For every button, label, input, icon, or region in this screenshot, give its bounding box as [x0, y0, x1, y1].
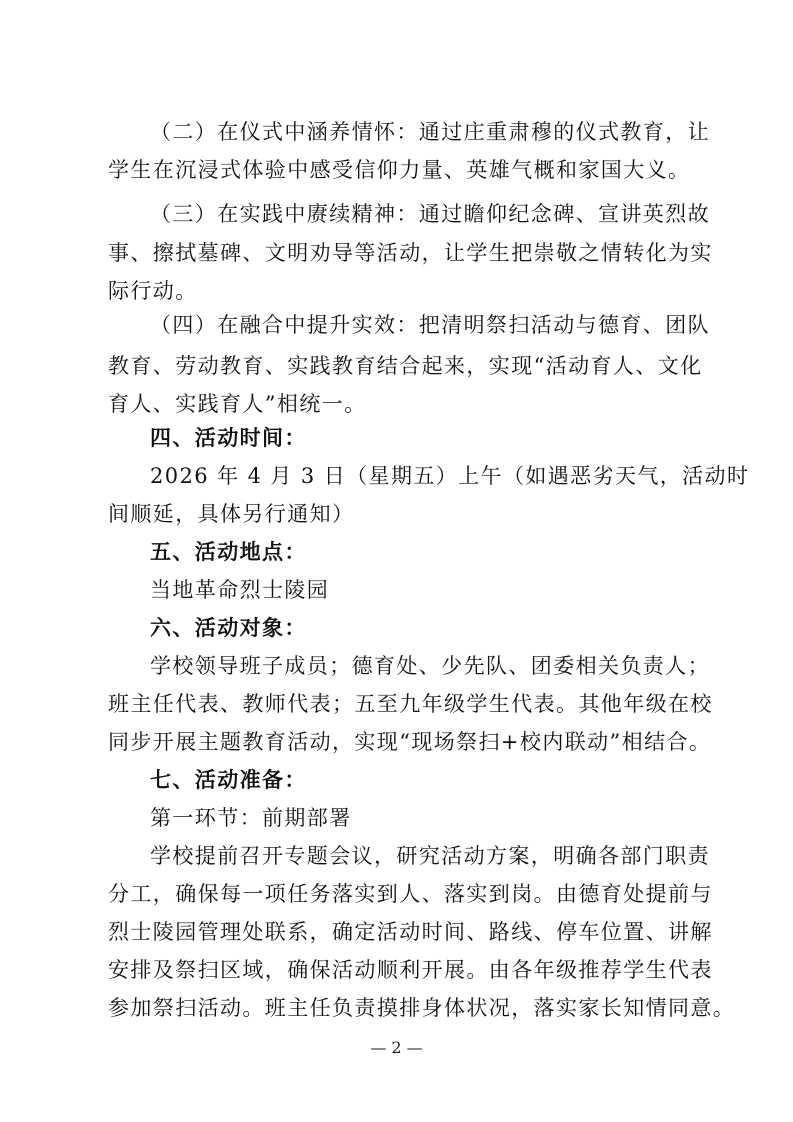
section-6-line-3: 同步开展主题教育活动，实现“现场祭扫+校内联动”相结合。 — [108, 730, 712, 754]
section-7-line-3: 烈士陵园管理处联系，确定活动时间、路线、停车位置、讲解 — [108, 920, 713, 944]
section-7-subheading: 第一环节：前期部署 — [150, 806, 352, 830]
section-7-line-4: 安排及祭扫区域，确保活动顺利开展。由各年级推荐学生代表 — [108, 958, 713, 982]
para-4-line-1: （四）在融合中提升实效：把清明祭扫活动与德育、团队 — [150, 313, 710, 337]
para-2-line-2: 学生在沉浸式体验中感受信仰力量、英雄气概和家国大义。 — [108, 158, 691, 182]
section-5-heading: 五、活动地点： — [150, 539, 307, 564]
para-4-line-2: 教育、劳动教育、实践教育结合起来，实现“活动育人、文化 — [108, 354, 703, 378]
para-4-line-3: 育人、实践育人”相统一。 — [108, 392, 367, 416]
section-7-line-1: 学校提前召开专题会议，研究活动方案，明确各部门职责 — [150, 844, 710, 868]
para-3-line-1: （三）在实践中赓续精神：通过瞻仰纪念碑、宣讲英烈故 — [150, 202, 710, 226]
section-6-line-1: 学校领导班子成员；德育处、少先队、团委相关负责人； — [150, 654, 710, 678]
section-5-line-1: 当地革命烈士陵园 — [150, 578, 330, 602]
section-4-line-1: 2026 年 4 月 3 日（星期五）上午（如遇恶劣天气，活动时 — [150, 464, 750, 488]
para-3-line-3: 际行动。 — [108, 279, 198, 303]
section-7-line-2: 分工，确保每一项任务落实到人、落实到岗。由德育处提前与 — [108, 882, 713, 906]
section-6-heading: 六、活动对象： — [150, 615, 307, 640]
para-3-line-2: 事、擦拭墓碑、文明劝导等活动，让学生把崇敬之情转化为实 — [108, 241, 713, 265]
section-6-line-2: 班主任代表、教师代表；五至九年级学生代表。其他年级在校 — [108, 692, 713, 716]
page-number: — 2 — — [370, 1038, 423, 1057]
section-7-heading: 七、活动准备： — [150, 767, 307, 792]
section-4-line-2: 间顺延，具体另行通知） — [108, 502, 355, 526]
section-7-line-5: 参加祭扫活动。班主任负责摸排身体状况，落实家长知情同意。 — [108, 996, 736, 1020]
section-4-heading: 四、活动时间： — [150, 425, 307, 450]
para-2-line-1: （二）在仪式中涵养情怀：通过庄重肃穆的仪式教育，让 — [150, 120, 710, 144]
